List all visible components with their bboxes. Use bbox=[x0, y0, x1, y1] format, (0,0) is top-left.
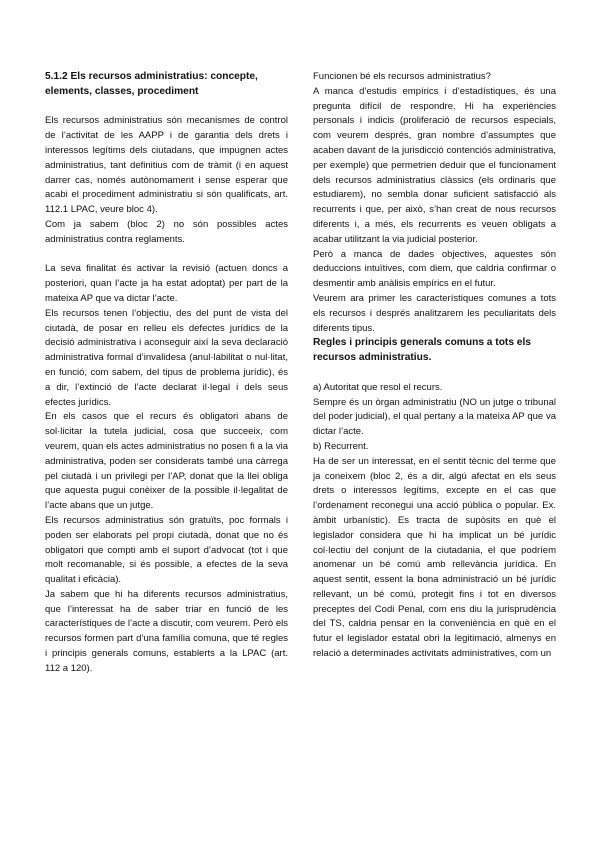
paragraph: a) Autoritat que resol el recurs. bbox=[313, 381, 443, 393]
paragraph: Però a manca de dades objectives, aquestes són deduccions intuïtives, com diem, que caldria confirmar o desmentir amb anàlisis empírics en el futur. bbox=[313, 248, 556, 290]
paragraph: Els recursos administratius són mecanismes de control de l’activitat de les AAPP i de garantia dels drets i interessos legítims dels ciutadans, que impugnen actes administratius, tant definitius com de tràmit (i en aquest darrer cas, només autònomament i sense esperar que acabi el procediment administratiu si són qualificats, art. 112.1 LPAC, veure bloc 4). bbox=[45, 115, 288, 216]
left-column bbox=[45, 70, 288, 677]
paragraph: A manca d’estudis empírics i d’estadístiques, és una pregunta difícil de respondre. Hi ha experiències personals i indicis (proliferació de recursos especials, com veurem després, gran nombre d’assumptes que acaben davant de la jurisdicció contenciós administrativa, per exemple) que permetrien deduir que el funcionament dels recursos administratius clàssics (els ordinaris que estudiarem), no sembla donar suficient satisfacció als recurrents i que, per això, s’han creat de nous recursos diferents i, a més, els recurrents es veuen obligats a acabar utilitzant la via judicial posterior. bbox=[313, 85, 556, 245]
paragraph: Ha de ser un interessat, en el sentit tècnic del terme que ja coneixem (bloc 2, és a dir, algú afectat en els seus drets o interessos legítims, excepte en el cas que l’ordenament reconegui una acció pública o popular. Ex. àmbit urbanístic). Es tracta de supòsits en què el legislador considera que hi ha implicat un bé jurídic col·lectiu del conjunt de la ciutadania, el que podríem anomenar un bé comú amb rellevància jurídica. En aquest sentit, essent la bona administració un bé jurídic rellevant, un bé comú, protegit fins i tot en diversos preceptes del Codi Penal, com ens diu la jurisprudència del TS, caldria pensar en la conveniència en què en el futur el legislador estatal obri la legitimació, almenys en relació a determinades activitats administratives, com un bbox=[313, 455, 556, 660]
paragraph: Com ja sabem (bloc 2) no són possibles actes administratius contra reglaments. bbox=[45, 218, 288, 245]
paragraph: La seva finalitat és activar la revisió (actuen doncs a posteriori, quan l’acte ja ha estat adoptat) per part de la mateixa AP que va dictar l’acte. bbox=[45, 263, 288, 304]
paragraph: Veurem ara primer les característiques comunes a tots els recursos i després analitzarem les peculiaritats dels diferents tipus. bbox=[313, 292, 556, 334]
subsection-heading: Regles i principis generals comuns a tots els recursos administratius. bbox=[313, 337, 531, 364]
paragraph: b) Recurrent. bbox=[313, 440, 369, 452]
paragraph: Funcionen bé els recursos administratius? bbox=[313, 71, 491, 82]
paragraph: En els casos que el recurs és obligatori abans de sol·licitar la tutela judicial, cosa que succeeix, com veurem, quan els actes administratius no posen fi a la via administrativa, poden ser considerats també una càrrega pel ciutadà i un privilegi per l’AP, donat que la llei obliga que aquesta pugui conèixer de la possible il·legalitat de l’acte abans que un jutge. bbox=[45, 411, 288, 512]
right-column bbox=[313, 70, 556, 662]
paragraph: Sempre és un òrgan administratiu (NO un jutge o tribunal del poder judicial), el qual pertany a la mateixa AP que va dictar l’acte. bbox=[313, 396, 556, 438]
paragraph: Ja sabem que hi ha diferents recursos administratius, que l’interessat ha de saber triar en funció de les característiques de l’acte a discutir, com veurem. Però els recursos formen part d’una família comuna, que té regles i principis generals comuns, establerts a la LPAC (art. 112 a 120). bbox=[45, 588, 288, 674]
paragraph: Els recursos tenen l’objectiu, des del punt de vista del ciutadà, de posar en relleu els defectes jurídics de la decisió administrativa i aconseguir així la seva declaració administrativa formal d’invalidesa (anul·labilitat o nul·litat, en funció, com sabem, del tipus de problema jurídic), és a dir, l’extinció de l’acte declarat il·legal i dels seus efectes jurídics. bbox=[45, 307, 288, 408]
section-heading: 5.1.2 Els recursos administratius: concepte, elements, classes, procediment bbox=[45, 71, 258, 97]
paragraph: Els recursos administratius són gratuïts, poc formals i poden ser elaborats pel propi ciutadà, donat que no és obligatori que compti amb el suport d’advocat (tot i que molt recomanable, si és possible, a efectes de la seva qualitat i eficàcia). bbox=[45, 514, 288, 586]
